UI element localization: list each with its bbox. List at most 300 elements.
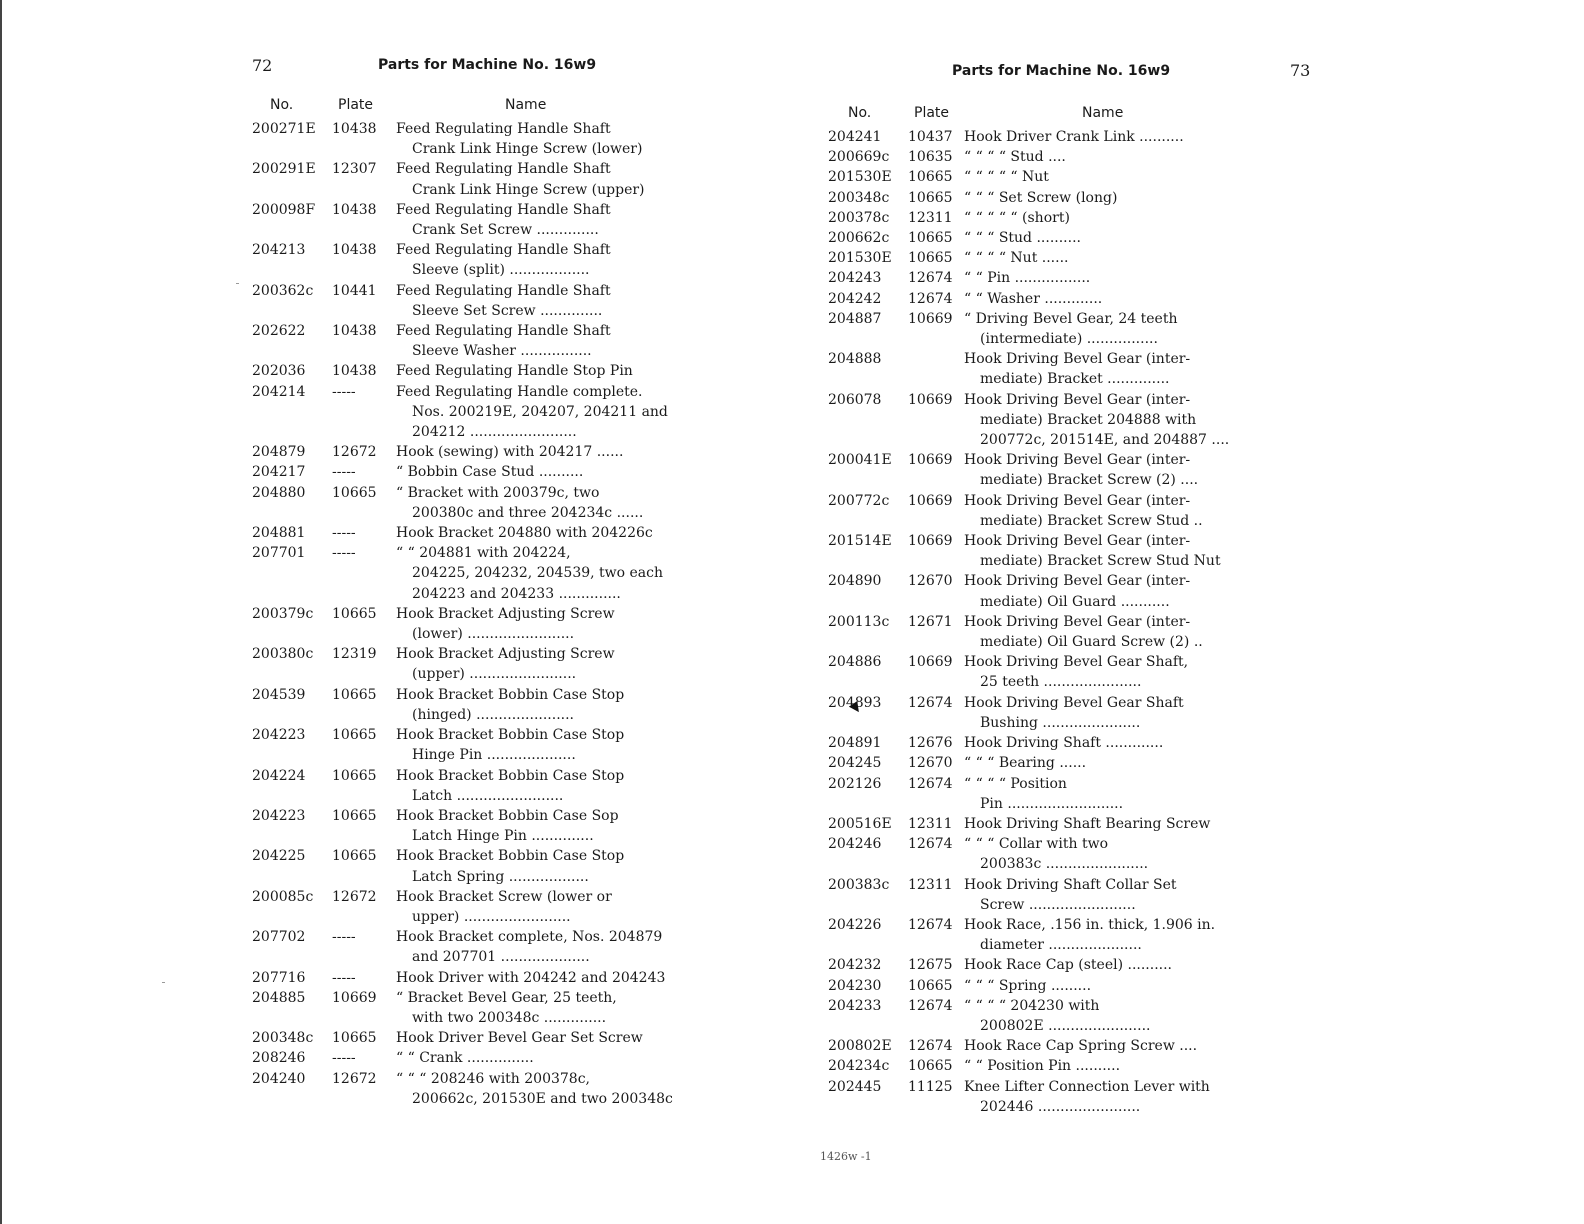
part-name: [964, 774, 1308, 814]
part-name-line: Hook Driving Shaft .............: [964, 735, 1164, 752]
plate-number: -----: [332, 969, 356, 986]
table-row: [828, 349, 1308, 389]
part-name-line: (lower) ........................: [412, 626, 575, 643]
table-row: [828, 248, 1308, 268]
part-number: 204234c: [828, 1058, 890, 1075]
part-number: 207702: [252, 929, 306, 946]
plate-number: 12672: [332, 888, 377, 905]
part-number: 200271E: [252, 121, 316, 137]
plate-number: 10665: [332, 605, 377, 622]
plate-number: 12311: [908, 815, 953, 832]
plate-number: 12674: [908, 775, 953, 792]
plate-number: 10669: [908, 654, 953, 671]
plate-number: 12671: [908, 613, 953, 630]
part-name-line: Nos. 200219E, 204207, 204211 and: [412, 403, 668, 420]
plate-number: -----: [332, 545, 356, 562]
part-name: [964, 390, 1308, 451]
part-name: [396, 119, 682, 159]
part-name-line: “ “ Position Pin ..........: [964, 1058, 1121, 1075]
scan-speck: [236, 283, 239, 284]
part-name-line: “ “ “ Set Screw (long): [964, 189, 1118, 206]
part-name: [396, 644, 682, 684]
plate-number: 10669: [908, 492, 953, 509]
part-name-line: Hook Race, .156 in. thick, 1.906 in.: [964, 916, 1216, 933]
plate-number: 10438: [332, 121, 377, 137]
table-row: [252, 159, 682, 199]
part-number: 204213: [252, 242, 306, 259]
plate-number: 12674: [908, 1038, 953, 1055]
part-name-line: Hook Bracket Bobbin Case Stop: [396, 727, 625, 744]
part-name-line: Hook Bracket 204880 with 204226c: [396, 525, 653, 542]
table-row: [828, 733, 1308, 753]
part-name-line: Hook Driving Bevel Gear (inter-: [964, 613, 1191, 630]
part-name-line: Hook Driving Bevel Gear (inter-: [964, 533, 1191, 550]
table-row: [828, 188, 1308, 208]
part-name: [964, 349, 1308, 389]
table-row: [828, 390, 1308, 451]
part-name: [396, 543, 682, 604]
part-name-line: Screw ........................: [980, 896, 1136, 913]
part-name: [964, 693, 1308, 733]
part-name-line: Hook Bracket Screw (lower or: [396, 888, 612, 905]
part-name: [396, 382, 682, 443]
plate-number: 12311: [908, 876, 953, 893]
part-name: [964, 450, 1308, 490]
plate-number: 12670: [908, 573, 953, 590]
part-number: 200516E: [828, 815, 892, 832]
table-row: [828, 491, 1308, 531]
table-row: [252, 321, 682, 361]
part-number: 204246: [828, 836, 882, 853]
part-name-line: mediate) Bracket ..............: [980, 371, 1170, 388]
table-row: [828, 147, 1308, 167]
part-name: [396, 604, 682, 644]
plate-number: 11125: [908, 1078, 953, 1095]
part-number: 200085c: [252, 888, 314, 905]
part-number: 200362c: [252, 282, 314, 299]
part-name-line: mediate) Bracket Screw (2) ....: [980, 472, 1199, 489]
table-row: [252, 725, 682, 765]
part-number: 202126: [828, 775, 882, 792]
part-name-line: “ “ “ “ 204230 with: [964, 997, 1100, 1014]
part-name-line: Hook Bracket complete, Nos. 204879: [396, 929, 663, 946]
part-name: [396, 766, 682, 806]
part-number: 201514E: [828, 533, 892, 550]
part-name-line: Hinge Pin ....................: [412, 747, 576, 764]
table-row: [252, 846, 682, 886]
part-name: [964, 733, 1308, 753]
plate-number: 10665: [908, 230, 953, 247]
part-number: 200113c: [828, 613, 890, 630]
plate-number: 10665: [332, 848, 377, 865]
part-number: 204224: [252, 767, 306, 784]
part-name-line: Hook Driving Bevel Gear (inter-: [964, 573, 1191, 590]
part-name: [964, 147, 1308, 167]
part-name: [396, 685, 682, 725]
part-name: [964, 1036, 1308, 1056]
part-name-line: 204225, 204232, 204539, two each: [412, 565, 664, 582]
part-number: 204890: [828, 573, 882, 590]
part-name-line: “ “ “ “ “ Nut: [964, 169, 1049, 186]
part-number: 204891: [828, 735, 882, 752]
table-row: [252, 685, 682, 725]
part-number: 200379c: [252, 605, 314, 622]
table-row: [252, 382, 682, 443]
part-name-line: 25 teeth ......................: [980, 674, 1142, 691]
scan-speck: [162, 982, 165, 983]
table-row: [828, 1077, 1308, 1117]
table-row: [252, 281, 682, 321]
part-number: 204881: [252, 525, 306, 542]
table-row: [828, 289, 1308, 309]
part-name-line: “ Driving Bevel Gear, 24 teeth: [964, 310, 1178, 327]
plate-number: 10438: [332, 242, 377, 259]
part-number: 204214: [252, 383, 306, 400]
plate-number: 10665: [908, 250, 953, 267]
part-name: [964, 491, 1308, 531]
part-number: 207701: [252, 545, 306, 562]
part-number: 202036: [252, 363, 306, 380]
part-name-line: Hook Driving Bevel Gear (inter-: [964, 492, 1191, 509]
plate-number: 10669: [908, 533, 953, 550]
part-name: [396, 725, 682, 765]
plate-number: 10665: [332, 1030, 377, 1047]
part-name-line: (intermediate) ................: [980, 331, 1158, 348]
table-row: [252, 240, 682, 280]
table-row: [252, 200, 682, 240]
part-name-line: mediate) Bracket Screw Stud ..: [980, 512, 1203, 529]
part-name-line: “ “ “ Spring .........: [964, 977, 1092, 994]
plate-number: 10438: [332, 201, 377, 218]
part-name: [396, 846, 682, 886]
part-number: 204217: [252, 464, 306, 481]
table-row: [828, 268, 1308, 288]
part-name-line: Hook Driving Bevel Gear Shaft: [964, 694, 1184, 711]
part-number: 202622: [252, 323, 306, 340]
plate-number: 10665: [332, 686, 377, 703]
part-number: 204230: [828, 977, 882, 994]
part-name-line: Crank Link Hinge Screw (lower): [412, 141, 643, 158]
plate-number: 10669: [908, 391, 953, 408]
table-row: [828, 1036, 1308, 1056]
part-name-line: 204223 and 204233 ..............: [412, 585, 621, 602]
part-number: 204233: [828, 997, 882, 1014]
table-row: [252, 766, 682, 806]
part-name-line: Hook Bracket Bobbin Case Stop: [396, 767, 625, 784]
part-name-line: “ “ “ “ Nut ......: [964, 250, 1069, 267]
plate-number: 12311: [908, 209, 953, 226]
part-name: [964, 289, 1308, 309]
plate-number: 10665: [908, 189, 953, 206]
table-row: [252, 442, 682, 462]
table-row: [828, 450, 1308, 490]
part-name-line: Sleeve Set Screw ..............: [412, 302, 603, 319]
part-name: [396, 1028, 682, 1048]
part-name: [964, 1077, 1308, 1117]
plate-number: -----: [332, 929, 356, 946]
part-name-line: “ “ Crank ...............: [396, 1050, 534, 1067]
part-number: 204245: [828, 755, 882, 772]
plate-number: 10665: [908, 169, 953, 186]
plate-number: -----: [332, 383, 356, 400]
part-name-line: and 207701 ....................: [412, 949, 590, 966]
part-number: 204241: [828, 129, 882, 145]
plate-number: 12672: [332, 444, 377, 461]
table-row: [828, 976, 1308, 996]
part-name-line: mediate) Oil Guard Screw (2) ..: [980, 634, 1203, 651]
part-number: 204885: [252, 989, 306, 1006]
plate-number: 12672: [332, 1070, 377, 1087]
part-number: 201530E: [828, 250, 892, 267]
part-number: 204893: [828, 694, 882, 711]
table-row: [252, 1069, 682, 1109]
table-row: [828, 612, 1308, 652]
part-name-line: mediate) Bracket Screw Stud Nut: [980, 553, 1221, 570]
scan-edge-rule: [0, 0, 2, 1224]
part-name-line: 200772c, 201514E, and 204887 ....: [980, 432, 1230, 449]
plate-number: 10665: [332, 807, 377, 824]
part-name: [396, 240, 682, 280]
table-row: [252, 462, 682, 482]
part-name: [396, 281, 682, 321]
page-title: Parts for Machine No. 16w9: [378, 57, 597, 73]
part-number: 204223: [252, 727, 306, 744]
part-number: 200383c: [828, 876, 890, 893]
part-name-line: “ “ “ Collar with two: [964, 836, 1108, 853]
part-number: 204880: [252, 484, 306, 501]
part-name-line: “ “ “ “ Position: [964, 775, 1067, 792]
part-number: 202445: [828, 1078, 882, 1095]
part-name-line: (upper) ........................: [412, 666, 577, 683]
plate-number: 12674: [908, 290, 953, 307]
part-name-line: Sleeve (split) ..................: [412, 262, 590, 279]
part-number: 200348c: [828, 189, 890, 206]
plate-number: 12674: [908, 694, 953, 711]
part-name: [964, 531, 1308, 571]
part-number: 204886: [828, 654, 882, 671]
part-name-line: “ “ “ 208246 with 200378c,: [396, 1070, 591, 1087]
plate-number: 10665: [332, 727, 377, 744]
part-name-line: Feed Regulating Handle Shaft: [396, 161, 611, 178]
part-number: 204225: [252, 848, 306, 865]
part-name: [964, 652, 1308, 692]
column-header-no: No.: [848, 105, 872, 121]
part-name-line: Hook Driving Bevel Gear (inter-: [964, 351, 1191, 368]
part-number: 207716: [252, 969, 306, 986]
part-name-line: “ “ “ Stud ..........: [964, 230, 1081, 247]
part-number: 200041E: [828, 452, 892, 469]
part-name-line: Hook Driving Bevel Gear Shaft,: [964, 654, 1189, 671]
part-name-line: Hook Driving Bevel Gear (inter-: [964, 452, 1191, 469]
table-row: [828, 814, 1308, 834]
part-number: 204243: [828, 270, 882, 287]
plate-number: 10441: [332, 282, 377, 299]
part-name-line: Sleeve Washer ................: [412, 343, 592, 360]
table-row: [252, 968, 682, 988]
table-row: [828, 955, 1308, 975]
part-name: [964, 875, 1308, 915]
part-name: [396, 927, 682, 967]
part-name-line: Hook Driving Shaft Collar Set: [964, 876, 1177, 893]
part-number: 201530E: [828, 169, 892, 186]
part-name-line: Hook Driving Shaft Bearing Screw: [964, 815, 1211, 832]
part-name-line: 200662c, 201530E and two 200348c: [412, 1090, 673, 1107]
plate-number: 10669: [908, 452, 953, 469]
part-name: [964, 268, 1308, 288]
part-name-line: “ “ Pin .................: [964, 270, 1091, 287]
table-row: [252, 543, 682, 604]
part-name-line: 200383c .......................: [980, 856, 1149, 873]
table-row: [252, 887, 682, 927]
plate-number: 12319: [332, 646, 377, 663]
plate-number: 12307: [332, 161, 377, 178]
plate-number: -----: [332, 464, 356, 481]
part-name: [396, 1069, 682, 1109]
part-name: [964, 167, 1308, 187]
part-name-line: “ “ Washer .............: [964, 290, 1103, 307]
part-name-line: Feed Regulating Handle Shaft: [396, 121, 611, 137]
print-code: 1426w -1: [820, 1150, 872, 1163]
part-name-line: mediate) Oil Guard ...........: [980, 593, 1170, 610]
table-row: [828, 208, 1308, 228]
part-number: 204242: [828, 290, 882, 307]
part-name-line: 200380c and three 204234c ......: [412, 504, 644, 521]
table-row: [828, 652, 1308, 692]
part-name-line: Latch Spring ..................: [412, 868, 589, 885]
part-number: 204223: [252, 807, 306, 824]
part-number: 200378c: [828, 209, 890, 226]
table-row: [252, 1048, 682, 1068]
plate-number: 12674: [908, 836, 953, 853]
plate-number: 12670: [908, 755, 953, 772]
plate-number: 10665: [908, 977, 953, 994]
part-number: 204240: [252, 1070, 306, 1087]
part-name-line: with two 200348c ..............: [412, 1009, 607, 1026]
plate-number: 10438: [332, 363, 377, 380]
part-name-line: upper) ........................: [412, 908, 571, 925]
plate-number: 12674: [908, 997, 953, 1014]
part-number: 200380c: [252, 646, 314, 663]
table-row: [828, 834, 1308, 874]
part-number: 200802E: [828, 1038, 892, 1055]
part-name: [964, 612, 1308, 652]
part-number: 200669c: [828, 149, 890, 166]
plate-number: 10438: [332, 323, 377, 340]
part-name-line: Hook Bracket Adjusting Screw: [396, 605, 615, 622]
plate-number: 10665: [332, 484, 377, 501]
table-row: [828, 693, 1308, 733]
part-name-line: Latch ........................: [412, 787, 564, 804]
table-row: [828, 531, 1308, 571]
table-row: [828, 774, 1308, 814]
part-name: [964, 208, 1308, 228]
part-name-line: “ Bracket Bevel Gear, 25 teeth,: [396, 989, 617, 1006]
part-name-line: mediate) Bracket 204888 with: [980, 411, 1197, 428]
part-name: [964, 834, 1308, 874]
part-name-line: Feed Regulating Handle Shaft: [396, 242, 611, 259]
table-row: [828, 167, 1308, 187]
part-name: [396, 968, 682, 988]
part-name-line: Bushing ......................: [980, 714, 1141, 731]
part-number: 206078: [828, 391, 882, 408]
part-name-line: “ “ “ “ “ (short): [964, 209, 1070, 226]
plate-number: -----: [332, 525, 356, 542]
part-name-line: Feed Regulating Handle Shaft: [396, 282, 611, 299]
part-name: [964, 1056, 1308, 1076]
part-name-line: “ “ “ Bearing ......: [964, 755, 1087, 772]
table-row: [252, 988, 682, 1028]
part-name-line: Crank Link Hinge Screw (upper): [412, 181, 645, 198]
part-name: [396, 988, 682, 1028]
part-name-line: (hinged) ......................: [412, 706, 574, 723]
part-name-line: Feed Regulating Handle Stop Pin: [396, 363, 633, 380]
part-name-line: Hook Driver Bevel Gear Set Screw: [396, 1030, 643, 1047]
part-name: [396, 200, 682, 240]
part-number: 204226: [828, 916, 882, 933]
table-row: [252, 361, 682, 381]
plate-number: -----: [332, 1050, 356, 1067]
part-name-line: Hook Driving Bevel Gear (inter-: [964, 391, 1191, 408]
part-name: [396, 483, 682, 523]
table-row: [828, 875, 1308, 915]
part-name: [396, 159, 682, 199]
page-title: Parts for Machine No. 16w9: [952, 63, 1171, 79]
part-name-line: Hook Race Cap (steel) ..........: [964, 957, 1172, 974]
part-name-line: Hook Bracket Bobbin Case Stop: [396, 686, 625, 703]
part-name-line: Hook Bracket Bobbin Case Sop: [396, 807, 619, 824]
part-name: [964, 188, 1308, 208]
part-name-line: “ “ “ “ Stud ....: [964, 149, 1066, 166]
part-name-line: “ “ 204881 with 204224,: [396, 545, 571, 562]
part-name: [964, 814, 1308, 834]
part-number: 200772c: [828, 492, 890, 509]
part-name-line: 202446 .......................: [980, 1098, 1141, 1115]
table-row: [252, 1028, 682, 1048]
plate-number: 10635: [908, 149, 953, 166]
table-row: [828, 915, 1308, 955]
part-name-line: Feed Regulating Handle Shaft: [396, 201, 611, 218]
part-number: 200662c: [828, 230, 890, 247]
part-name: [396, 1048, 682, 1068]
plate-number: 12676: [908, 735, 953, 752]
table-row: [252, 119, 682, 159]
part-name-line: Hook Bracket Bobbin Case Stop: [396, 848, 625, 865]
part-name-line: 204212 ........................: [412, 424, 577, 441]
part-name: [964, 996, 1308, 1036]
part-name: [964, 248, 1308, 268]
table-row: [828, 1056, 1308, 1076]
part-name: [396, 321, 682, 361]
table-row: [252, 523, 682, 543]
page-number: 72: [252, 56, 273, 75]
part-name: [396, 806, 682, 846]
plate-number: 10665: [908, 1058, 953, 1075]
parts-table: [828, 127, 1308, 1117]
part-name-line: “ Bracket with 200379c, two: [396, 484, 600, 501]
plate-number: 12674: [908, 270, 953, 287]
part-name: [964, 309, 1308, 349]
plate-number: 10669: [908, 310, 953, 327]
part-name-line: Hook Race Cap Spring Screw ....: [964, 1038, 1198, 1055]
part-name: [964, 753, 1308, 773]
table-row: [828, 309, 1308, 349]
part-name: [964, 228, 1308, 248]
part-number: 200291E: [252, 161, 316, 178]
table-row: [828, 753, 1308, 773]
column-header-plate: Plate: [914, 105, 950, 121]
part-name-line: 200802E .......................: [980, 1017, 1151, 1034]
column-header-plate: Plate: [338, 97, 374, 113]
